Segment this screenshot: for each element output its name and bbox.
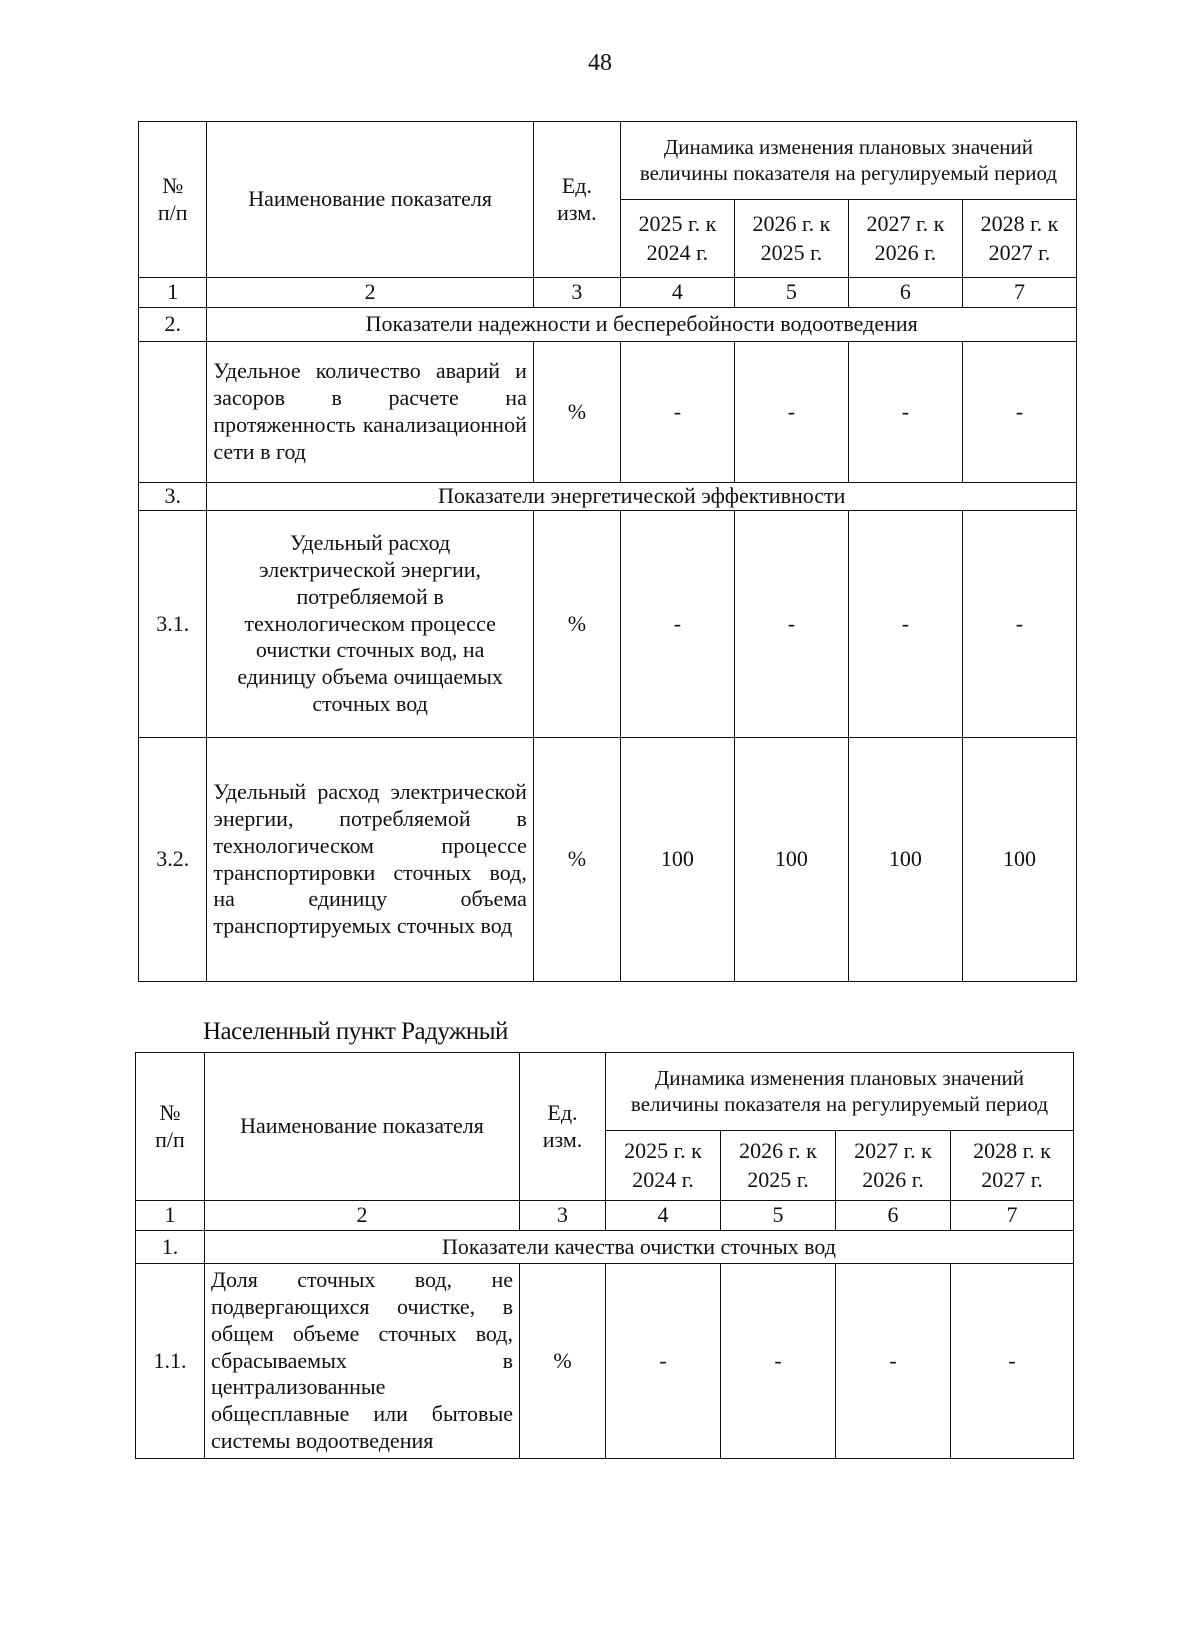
- row-num: 3.2.: [139, 738, 207, 982]
- value-cell: 100: [848, 738, 962, 982]
- header-unit: Ед. изм.: [533, 122, 620, 278]
- value-cell: -: [836, 1264, 951, 1459]
- section-num: 1.: [136, 1231, 205, 1264]
- indicator-name: Удельное количество аварий и засоров в расчете на протяженность канализационной сети в год: [207, 342, 533, 483]
- header-year: 2027 г. к 2026 г.: [848, 200, 962, 278]
- header-year: 2028 г. к 2027 г.: [962, 200, 1076, 278]
- unit-cell: %: [533, 511, 620, 738]
- col-number: 6: [848, 278, 962, 308]
- row-num: [139, 342, 207, 483]
- header-year: 2026 г. к 2025 г.: [721, 1131, 836, 1201]
- value-cell: -: [721, 1264, 836, 1459]
- col-number: 1: [136, 1201, 205, 1231]
- header-year: 2026 г. к 2025 г.: [734, 200, 848, 278]
- col-number: 4: [620, 278, 734, 308]
- value-cell: -: [734, 511, 848, 738]
- indicators-table-2: [135, 1052, 1074, 1459]
- col-number: 5: [734, 278, 848, 308]
- section-num: 2.: [139, 308, 207, 342]
- unit-cell: %: [533, 738, 620, 982]
- value-cell: -: [606, 1264, 721, 1459]
- col-number: 7: [951, 1201, 1074, 1231]
- value-cell: -: [620, 342, 734, 483]
- value-cell: 100: [962, 738, 1076, 982]
- col-number: 3: [520, 1201, 606, 1231]
- unit-cell: %: [533, 342, 620, 483]
- section-title: Показатели энергетической эффективности: [207, 483, 1077, 511]
- col-number: 7: [962, 278, 1076, 308]
- indicators-table-1: [138, 121, 1077, 982]
- header-name: Наименование показателя: [207, 122, 533, 278]
- col-number: 5: [721, 1201, 836, 1231]
- indicator-name: Удельный расход электрической энергии, потребляемой в технологическом процессе очистки сточных вод, на единицу объема очищаемых сточных вод: [207, 511, 533, 738]
- value-cell: -: [620, 511, 734, 738]
- header-num: № п/п: [136, 1053, 205, 1201]
- header-unit: Ед. изм.: [520, 1053, 606, 1201]
- value-cell: -: [962, 511, 1076, 738]
- value-cell: -: [951, 1264, 1074, 1459]
- unit-cell: %: [520, 1264, 606, 1459]
- header-num: № п/п: [139, 122, 207, 278]
- col-number: 2: [205, 1201, 520, 1231]
- col-number: 6: [836, 1201, 951, 1231]
- col-number: 2: [207, 278, 533, 308]
- header-year: 2025 г. к 2024 г.: [620, 200, 734, 278]
- header-year: 2027 г. к 2026 г.: [836, 1131, 951, 1201]
- value-cell: -: [734, 342, 848, 483]
- value-cell: -: [848, 511, 962, 738]
- value-cell: 100: [620, 738, 734, 982]
- indicator-name: Доля сточных вод, не подвергающихся очистке, в общем объеме сточных вод, сбрасываемых в централизованные общесплавные или бытовые системы водоотведения: [205, 1264, 520, 1459]
- header-dynamics: Динамика изменения плановых значений величины показателя на регулируемый период: [620, 122, 1076, 200]
- value-cell: -: [962, 342, 1076, 483]
- header-year: 2028 г. к 2027 г.: [951, 1131, 1074, 1201]
- section-title: Показатели надежности и бесперебойности водоотведения: [207, 308, 1077, 342]
- header-name: Наименование показателя: [205, 1053, 520, 1201]
- col-number: 3: [533, 278, 620, 308]
- settlement-title: Населенный пункт Радужный: [203, 1018, 508, 1045]
- section-title: Показатели качества очистки сточных вод: [205, 1231, 1074, 1264]
- col-number: 4: [606, 1201, 721, 1231]
- header-year: 2025 г. к 2024 г.: [606, 1131, 721, 1201]
- col-number: 1: [139, 278, 207, 308]
- indicator-name: Удельный расход электрической энергии, потребляемой в технологическом процессе транспортировки сточных вод, на единицу объема транспортируемых сточных вод: [207, 738, 533, 982]
- row-num: 1.1.: [136, 1264, 205, 1459]
- row-num: 3.1.: [139, 511, 207, 738]
- section-num: 3.: [139, 483, 207, 511]
- page-number: 48: [588, 50, 612, 76]
- value-cell: 100: [734, 738, 848, 982]
- value-cell: -: [848, 342, 962, 483]
- header-dynamics: Динамика изменения плановых значений величины показателя на регулируемый период: [606, 1053, 1074, 1131]
